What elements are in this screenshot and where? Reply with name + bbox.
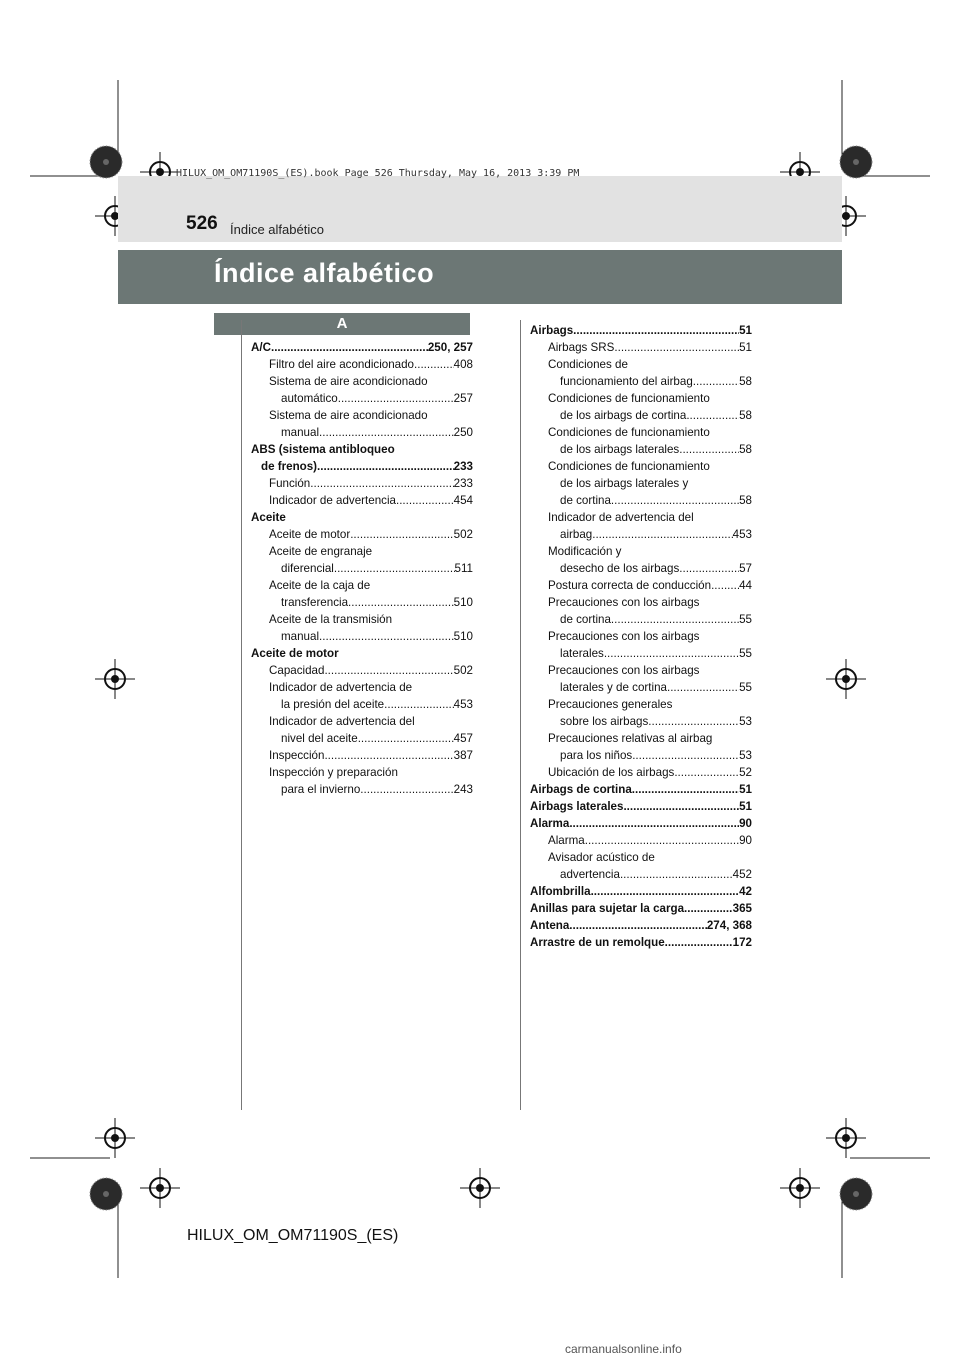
index-entry-page: 51	[739, 341, 752, 354]
index-entry-page: 51	[739, 800, 752, 813]
index-entry	[251, 407, 473, 424]
index-entry-text: Inspección y preparación	[269, 766, 398, 779]
index-entry-text: Capacidad	[269, 664, 325, 677]
dot-leader	[620, 866, 733, 883]
index-entry	[530, 696, 752, 713]
index-entry	[530, 713, 752, 730]
index-entry-text: para el invierno	[281, 783, 361, 796]
index-entry	[251, 645, 473, 662]
index-entry-page: 510	[453, 596, 473, 609]
index-entry	[251, 441, 473, 458]
index-entry	[251, 662, 473, 679]
dot-leader	[667, 679, 739, 696]
index-entry-text: Aceite de motor	[269, 528, 351, 541]
index-entry-page: 453	[732, 528, 752, 541]
dot-leader	[310, 475, 453, 492]
index-entry	[530, 390, 752, 407]
index-entry	[530, 407, 752, 424]
index-entry-page: 53	[739, 749, 752, 762]
index-entry-text: advertencia	[560, 868, 620, 881]
index-entry	[530, 509, 752, 526]
index-entry-text: Precauciones con los airbags	[548, 630, 700, 643]
index-entry	[530, 577, 752, 594]
index-entry-page: 365	[732, 902, 752, 915]
index-entry	[530, 798, 752, 815]
dot-leader	[674, 764, 739, 781]
index-entry-text: de frenos)	[261, 460, 318, 473]
dot-leader	[632, 747, 739, 764]
column-divider-middle	[520, 320, 521, 1110]
index-entry	[530, 628, 752, 645]
index-entry-text: Precauciones con los airbags	[548, 664, 700, 677]
crosshair-bottom-left-icon	[140, 1168, 180, 1208]
index-entry-page: 52	[739, 766, 752, 779]
index-entry	[530, 526, 752, 543]
index-entry-page: 58	[739, 443, 752, 456]
index-entry-page: 257	[453, 392, 473, 405]
section-header: Índice alfabético	[230, 222, 324, 237]
index-entry-text: desecho de los airbags	[560, 562, 680, 575]
index-entry-text: Condiciones de	[548, 358, 628, 371]
index-entry-page: 250	[453, 426, 473, 439]
index-entry	[251, 356, 473, 373]
index-entry-text: Aceite de engranaje	[269, 545, 373, 558]
index-entry-page: 454	[453, 494, 473, 507]
index-entry-text: para los niños	[560, 749, 633, 762]
index-entry-text: Función	[269, 477, 311, 490]
index-entry-text: Ubicación de los airbags	[548, 766, 675, 779]
index-entry-text: Aceite	[251, 511, 286, 524]
index-entry-page: 502	[453, 528, 473, 541]
dot-leader	[338, 390, 454, 407]
index-entry	[530, 849, 752, 866]
index-entry	[530, 764, 752, 781]
index-entry-text: airbag	[560, 528, 593, 541]
dot-leader	[384, 696, 454, 713]
index-entry-text: Indicador de advertencia	[269, 494, 396, 507]
dot-leader	[334, 560, 455, 577]
index-entry	[530, 900, 752, 917]
dot-leader	[271, 339, 428, 356]
index-letter-bar: A	[214, 313, 470, 335]
index-entry-page: 510	[453, 630, 473, 643]
print-stamp: HILUX_OM_OM71190S_(ES).book Page 526 Thursday, May 16, 2013 3:39 PM	[176, 168, 580, 179]
index-entry-page: 408	[453, 358, 473, 371]
index-entry-text: Antena	[530, 919, 570, 932]
index-entry	[530, 441, 752, 458]
index-entry-page: 243	[453, 783, 473, 796]
index-entry-text: la presión del aceite	[281, 698, 385, 711]
footer-code: HILUX_OM_OM71190S_(ES)	[187, 1227, 399, 1244]
index-entry	[251, 611, 473, 628]
index-entry-text: Condiciones de funcionamiento	[548, 460, 710, 473]
index-entry-text: automático	[281, 392, 338, 405]
dot-leader	[592, 526, 732, 543]
index-entry-text: A/C	[251, 341, 271, 354]
dot-leader	[396, 492, 454, 509]
index-entry	[251, 424, 473, 441]
index-entry-text: de los airbags de cortina	[560, 409, 687, 422]
index-entry	[530, 373, 752, 390]
rosette-bottom-left-icon	[88, 1176, 124, 1212]
index-entry-page: 90	[739, 834, 752, 847]
index-entry-text: Sistema de aire acondicionado	[269, 409, 428, 422]
rosette-top-right-icon	[838, 144, 874, 180]
index-entry-page: 453	[453, 698, 473, 711]
index-entry-text: de los airbags laterales y	[560, 477, 689, 490]
index-entry-text: laterales y de cortina	[560, 681, 667, 694]
index-column-right	[530, 322, 752, 951]
index-entry	[530, 594, 752, 611]
index-entry	[251, 560, 473, 577]
index-entry-page: 42	[739, 885, 752, 898]
dot-leader	[684, 900, 733, 917]
index-entry-text: de cortina	[560, 613, 611, 626]
index-entry	[530, 560, 752, 577]
index-entry	[251, 390, 473, 407]
index-entry	[530, 747, 752, 764]
index-entry-text: Postura correcta de conducción	[548, 579, 712, 592]
crosshair-bottom-center-icon	[460, 1168, 500, 1208]
index-entry	[251, 679, 473, 696]
index-entry-page: 44	[739, 579, 752, 592]
index-entry-text: Indicador de advertencia del	[548, 511, 694, 524]
index-entry-page: 55	[739, 613, 752, 626]
index-entry-text: de cortina	[560, 494, 611, 507]
index-entry-text: Avisador acústico de	[548, 851, 655, 864]
index-entry-page: 172	[732, 936, 752, 949]
index-entry	[530, 934, 752, 951]
index-entry-text: Indicador de advertencia del	[269, 715, 415, 728]
index-entry-text: transferencia	[281, 596, 349, 609]
index-entry	[251, 781, 473, 798]
index-entry-page: 274, 368	[706, 919, 752, 932]
dot-leader	[611, 492, 739, 509]
dot-leader	[693, 373, 739, 390]
index-entry-page: 511	[454, 562, 473, 575]
index-entry-text: Filtro del aire acondicionado	[269, 358, 415, 371]
dot-leader	[686, 407, 739, 424]
rosette-bottom-right-icon	[838, 1176, 874, 1212]
index-entry	[530, 883, 752, 900]
index-entry	[251, 628, 473, 645]
index-entry-text: Condiciones de funcionamiento	[548, 392, 710, 405]
index-entry-page: 387	[453, 749, 473, 762]
index-entry-page: 55	[739, 681, 752, 694]
index-entry-page: 233	[453, 460, 473, 473]
index-entry-page: 57	[739, 562, 752, 575]
index-entry-text: Arrastre de un remolque	[530, 936, 665, 949]
header-band	[118, 176, 842, 242]
index-entry	[251, 764, 473, 781]
index-entry-text: Airbags SRS	[548, 341, 615, 354]
column-divider-left	[241, 320, 242, 1110]
index-entry-text: Airbags de cortina	[530, 783, 632, 796]
page-title: Índice alfabético	[214, 258, 435, 288]
index-entry	[251, 713, 473, 730]
index-entry-page: 58	[739, 375, 752, 388]
index-entry-page: 58	[739, 409, 752, 422]
index-entry-text: Precauciones relativas al airbag	[548, 732, 713, 745]
page-number: 526	[186, 213, 218, 234]
index-entry-text: de los airbags laterales	[560, 443, 680, 456]
index-entry	[251, 747, 473, 764]
index-entry	[530, 866, 752, 883]
index-entry	[530, 543, 752, 560]
index-entry-page: 457	[453, 732, 473, 745]
index-entry	[530, 730, 752, 747]
index-entry-text: laterales	[560, 647, 604, 660]
index-entry	[251, 509, 473, 526]
dot-leader	[604, 645, 739, 662]
dot-leader	[358, 730, 454, 747]
dot-leader	[711, 577, 739, 594]
index-entry	[530, 492, 752, 509]
crosshair-right-mid-icon	[826, 659, 866, 699]
index-entry-text: sobre los airbags	[560, 715, 649, 728]
index-entry-text: Precauciones generales	[548, 698, 673, 711]
index-entry-text: Alarma	[548, 834, 585, 847]
crosshair-right-lower-icon	[826, 1118, 866, 1158]
index-entry-text: Condiciones de funcionamiento	[548, 426, 710, 439]
index-entry-page: 90	[739, 817, 752, 830]
rosette-top-left-icon	[88, 144, 124, 180]
dot-leader	[348, 594, 454, 611]
index-entry-page: 452	[732, 868, 752, 881]
dot-leader	[569, 815, 739, 832]
index-entry-text: ABS (sistema antibloqueo	[251, 443, 395, 456]
index-entry-text: funcionamiento del airbag	[560, 375, 693, 388]
index-entry	[530, 781, 752, 798]
dot-leader	[319, 628, 454, 645]
index-entry-text: Airbags	[530, 324, 574, 337]
index-entry	[251, 696, 473, 713]
index-entry	[251, 458, 473, 475]
index-entry-text: Precauciones con los airbags	[548, 596, 700, 609]
crosshair-left-lower-icon	[95, 1118, 135, 1158]
crosshair-left-mid-icon	[95, 659, 135, 699]
dot-leader	[679, 560, 739, 577]
index-entry-page: 502	[453, 664, 473, 677]
index-entry-page: 233	[453, 477, 473, 490]
index-entry-text: Aceite de la transmisión	[269, 613, 393, 626]
dot-leader	[585, 832, 739, 849]
index-entry	[530, 458, 752, 475]
dot-leader	[648, 713, 739, 730]
index-entry-text: nivel del aceite	[281, 732, 358, 745]
index-entry	[530, 815, 752, 832]
index-entry-text: Aceite de la caja de	[269, 579, 371, 592]
index-entry	[530, 322, 752, 339]
dot-leader	[623, 798, 739, 815]
dot-leader	[611, 611, 739, 628]
index-entry	[251, 543, 473, 560]
index-entry-page: 250, 257	[427, 341, 473, 354]
index-entry-page: 53	[739, 715, 752, 728]
index-entry-text: Indicador de advertencia de	[269, 681, 413, 694]
index-entry	[251, 492, 473, 509]
dot-leader	[414, 356, 454, 373]
index-column-left	[251, 339, 473, 798]
index-entry-text: Modificación y	[548, 545, 622, 558]
index-entry	[530, 356, 752, 373]
index-entry-page: 55	[739, 647, 752, 660]
index-entry-text: Anillas para sujetar la carga	[530, 902, 685, 915]
index-entry-text: Inspección	[269, 749, 325, 762]
index-entry	[251, 594, 473, 611]
index-entry-text: manual	[281, 426, 320, 439]
dot-leader	[632, 781, 739, 798]
index-entry	[251, 475, 473, 492]
dot-leader	[350, 526, 453, 543]
index-entry-text: Sistema de aire acondicionado	[269, 375, 428, 388]
index-entry-page: 51	[739, 783, 752, 796]
index-entry	[251, 373, 473, 390]
index-entry	[530, 339, 752, 356]
dot-leader	[614, 339, 739, 356]
index-entry-page: 51	[739, 324, 752, 337]
index-entry	[251, 577, 473, 594]
index-entry	[530, 679, 752, 696]
index-entry	[530, 832, 752, 849]
index-entry	[530, 917, 752, 934]
dot-leader	[360, 781, 453, 798]
index-entry-text: Alarma	[530, 817, 570, 830]
dot-leader	[569, 917, 707, 934]
index-entry-text: Aceite de motor	[251, 647, 339, 660]
index-entry	[530, 645, 752, 662]
index-entry-text: Alfombrilla	[530, 885, 591, 898]
watermark: carmanualsonline.info	[565, 1342, 682, 1356]
dot-leader	[591, 883, 740, 900]
dot-leader	[319, 424, 454, 441]
index-entry-text: Airbags laterales	[530, 800, 624, 813]
dot-leader	[324, 747, 453, 764]
index-entry-text: manual	[281, 630, 320, 643]
dot-leader	[679, 441, 739, 458]
index-entry	[251, 730, 473, 747]
index-entry-page: 58	[739, 494, 752, 507]
dot-leader	[317, 458, 454, 475]
dot-leader	[324, 662, 453, 679]
crosshair-bottom-right-icon	[780, 1168, 820, 1208]
index-entry	[251, 526, 473, 543]
index-entry	[251, 339, 473, 356]
dot-leader	[573, 322, 739, 339]
index-entry	[530, 611, 752, 628]
index-entry	[530, 424, 752, 441]
index-entry	[530, 475, 752, 492]
index-entry	[530, 662, 752, 679]
index-entry-text: diferencial	[281, 562, 334, 575]
dot-leader	[665, 934, 733, 951]
